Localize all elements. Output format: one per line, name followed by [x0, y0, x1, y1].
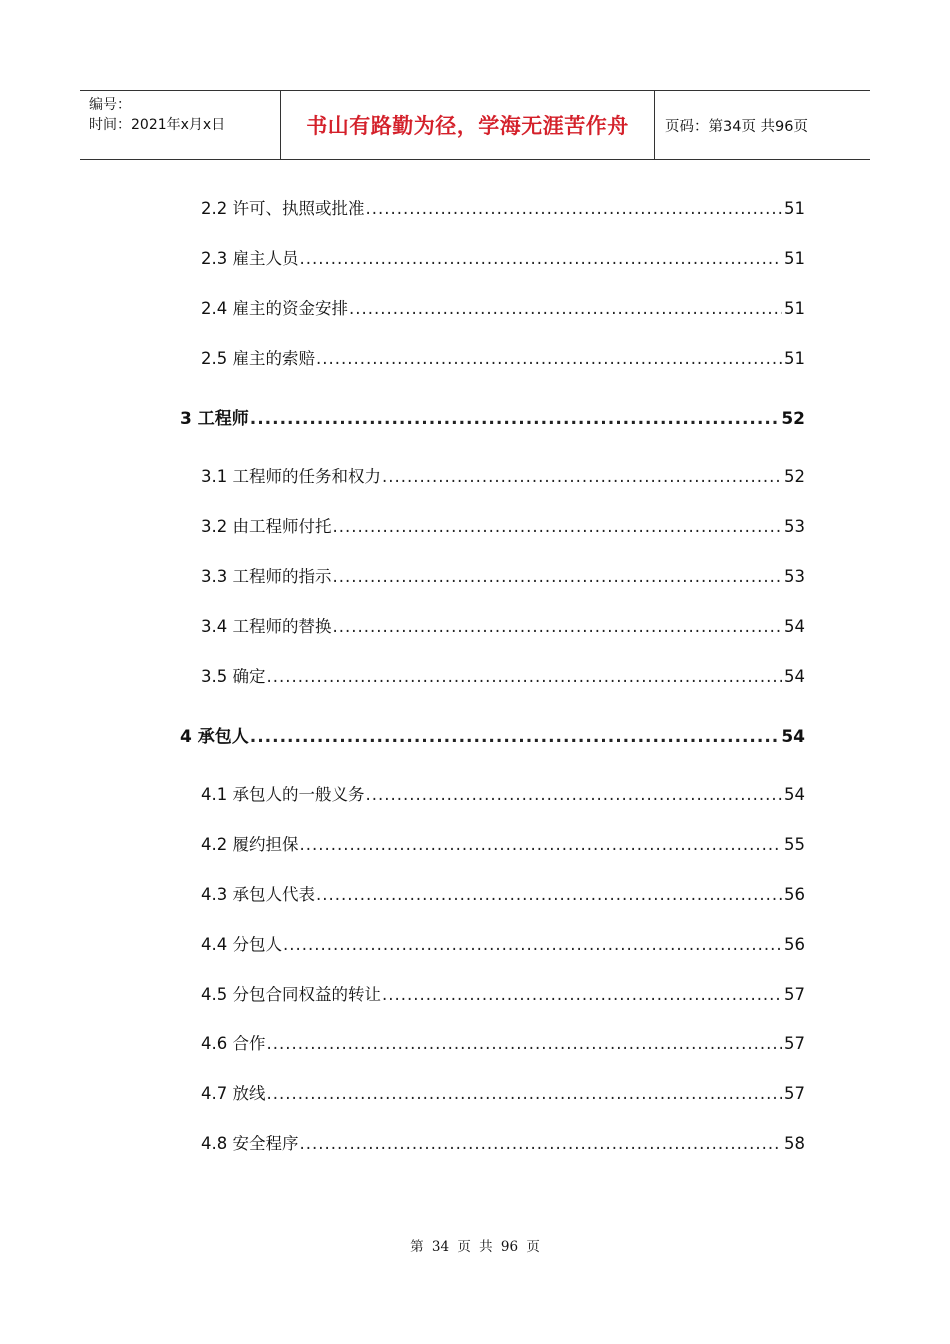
page-footer: 第 34 页 共 96 页 [410, 1239, 540, 1255]
toc-leader-dots [300, 835, 783, 854]
toc-entry[interactable] [180, 981, 805, 1011]
toc-entry-page: 54 [784, 617, 805, 636]
toc-entry[interactable] [180, 1130, 805, 1160]
toc-entry-page: 58 [784, 1134, 805, 1153]
toc-leader-dots [333, 517, 783, 536]
toc-leader-dots [283, 935, 782, 954]
toc-leader-dots [316, 349, 782, 368]
toc-entry[interactable] [180, 463, 805, 493]
toc-leader-dots [316, 885, 782, 904]
toc-entry[interactable] [180, 881, 805, 911]
toc-leader-dots [250, 727, 780, 747]
toc-entry-page: 54 [784, 667, 805, 686]
toc-entry-title: 2.3 雇主人员 [201, 249, 299, 268]
toc-leader-dots [300, 249, 783, 268]
toc-entry-page: 51 [784, 299, 805, 318]
toc-entry[interactable] [180, 613, 805, 643]
toc-entry-page: 53 [784, 567, 805, 586]
toc-leader-dots [250, 409, 780, 429]
toc-leader-dots [333, 617, 783, 636]
toc-entry[interactable] [180, 345, 805, 375]
motto: 书山有路勤为径，学海无涯苦作舟 [306, 114, 629, 138]
header-page-info-cell [655, 91, 870, 159]
toc-entry-title: 4.2 履约担保 [201, 835, 299, 854]
toc-entry[interactable] [180, 781, 805, 811]
toc-entry-page: 51 [784, 349, 805, 368]
toc-entry-title: 3.3 工程师的指示 [201, 567, 332, 586]
header-meta [80, 91, 281, 159]
toc-entry-page: 54 [781, 727, 805, 747]
toc-leader-dots [300, 1134, 783, 1153]
toc-leader-dots [333, 567, 783, 586]
toc-entry-page: 57 [784, 985, 805, 1004]
page-header [80, 90, 870, 160]
toc-entry-title: 4.4 分包人 [201, 935, 282, 954]
toc-entry-title: 3 工程师 [180, 409, 249, 429]
toc-entry-page: 51 [784, 199, 805, 218]
toc-leader-dots [349, 299, 782, 318]
toc-leader-dots [267, 1034, 783, 1053]
toc-entry[interactable] [180, 195, 805, 225]
toc-entry-page: 52 [784, 467, 805, 486]
toc-entry-title: 2.4 雇主的资金安排 [201, 299, 348, 318]
toc-entry-page: 56 [784, 935, 805, 954]
toc-entry-page: 57 [784, 1034, 805, 1053]
toc-entry-page: 56 [784, 885, 805, 904]
page-info: 页码：第34页 共96页 [665, 118, 809, 135]
toc-entry-title: 4.5 分包合同权益的转让 [201, 985, 381, 1004]
toc-entry-title: 4.8 安全程序 [201, 1134, 299, 1153]
toc-entry-title: 4.1 承包人的一般义务 [201, 785, 365, 804]
toc-entry-page: 53 [784, 517, 805, 536]
toc-entry-page: 55 [784, 835, 805, 854]
toc-entry-title: 4.6 合作 [201, 1034, 266, 1053]
toc-entry[interactable] [180, 1080, 805, 1110]
toc-entry-title: 4.7 放线 [201, 1084, 266, 1103]
toc-entry-title: 3.2 由工程师付托 [201, 517, 332, 536]
toc-entry-title: 3.1 工程师的任务和权力 [201, 467, 381, 486]
toc-leader-dots [382, 985, 782, 1004]
toc-entry-title: 3.4 工程师的替换 [201, 617, 332, 636]
toc-entry-page: 51 [784, 249, 805, 268]
toc-entry[interactable] [180, 831, 805, 861]
toc-chapter-entry[interactable] [180, 404, 805, 434]
number-label: 编号： [89, 97, 131, 113]
time-label: 时间：2021年x月x日 [89, 117, 226, 133]
toc-leader-dots [366, 785, 783, 804]
toc-leader-dots [267, 667, 783, 686]
toc-entry-page: 52 [781, 409, 805, 429]
toc-entry-title: 4.3 承包人代表 [201, 885, 315, 904]
toc-leader-dots [366, 199, 783, 218]
toc-entry[interactable] [180, 245, 805, 275]
toc-entry-title: 4 承包人 [180, 727, 249, 747]
toc-entry[interactable] [180, 513, 805, 543]
header-motto-cell [281, 91, 655, 159]
toc-entry-page: 57 [784, 1084, 805, 1103]
toc-chapter-entry[interactable] [180, 722, 805, 752]
toc-entry[interactable] [180, 563, 805, 593]
toc-entry[interactable] [180, 295, 805, 325]
toc-entry-title: 2.2 许可、执照或批准 [201, 199, 365, 218]
toc-entry[interactable] [180, 1030, 805, 1060]
toc-entry-title: 2.5 雇主的索赔 [201, 349, 315, 368]
toc-leader-dots [267, 1084, 783, 1103]
toc-entry-page: 54 [784, 785, 805, 804]
toc-leader-dots [382, 467, 782, 486]
toc-entry[interactable] [180, 931, 805, 961]
toc-entry[interactable] [180, 663, 805, 693]
toc-entry-title: 3.5 确定 [201, 667, 266, 686]
